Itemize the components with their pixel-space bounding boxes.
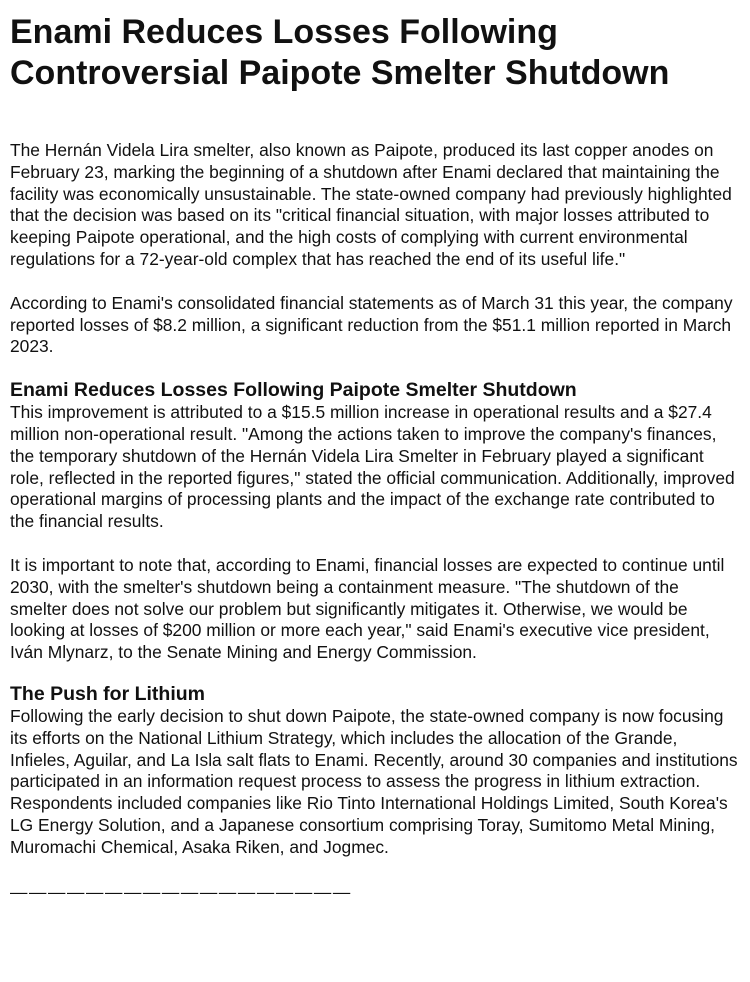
article-end-divider: ——————————————————: [10, 881, 352, 902]
section-lithium-paragraph-1: Following the early decision to shut down Paipote, the state-owned company is now focusing its efforts on the National Lithium Strategy, which includes the allocation of the Grande, Infieles, Aguilar, and La Isla salt flats to Enami. Recently, around 30 companies and institutions participated in an information request process to assess the progress in lithium extraction. Respondents included companies like Rio Tinto International Holdings Limited, South Korea's LG Energy Solution, and a Japanese consortium comprising Toray, Sumitomo Metal Mining, Muromachi Chemical, Asaka Riken, and Jogmec.: [10, 705, 738, 857]
article-paragraph-1: The Hernán Videla Lira smelter, also known as Paipote, produced its last copper anodes on February 23, marking the beginning of a shutdown after Enami declared that maintaining the facility was economically unsustainable. The state-owned company had previously highlighted that the decision was based on its "critical financial situation, with major losses attributed to keeping Paipote operational, and the high costs of complying with current environmental regulations for a 72-year-old complex that has reached the end of its useful life.": [10, 140, 732, 269]
article-title: Enami Reduces Losses Following Controversial Paipote Smelter Shutdown: [10, 13, 670, 92]
article-paragraph-2: According to Enami's consolidated financial statements as of March 31 this year, the company reported losses of $8.2 million, a significant reduction from the $51.1 million reported in March 2023.: [10, 292, 733, 357]
section-heading-lithium: The Push for Lithium: [10, 682, 205, 705]
section-losses-paragraph-1: This improvement is attributed to a $15.5 million increase in operational results and a $27.4 million non-operational result. "Among the actions taken to improve the company's finances, the temporary shutdown of the Hernán Videla Lira Smelter in February played a significant role, reflected in the reported figures," stated the official communication. Additionally, improved operational margins of processing plants and the impact of the exchange rate contributed to the financial results.: [10, 402, 735, 532]
section-losses-paragraph-2: It is important to note that, according to Enami, financial losses are expected to continue until 2030, with the smelter's shutdown being a containment measure. "The shutdown of the smelter does not solve our problem but significantly mitigates it. Otherwise, we would be looking at losses of $200 million or more each year," said Enami's executive vice president, Iván Mlynarz, to the Senate Mining and Energy Commission.: [10, 554, 725, 663]
section-heading-losses: Enami Reduces Losses Following Paipote Smelter Shutdown: [10, 379, 577, 402]
